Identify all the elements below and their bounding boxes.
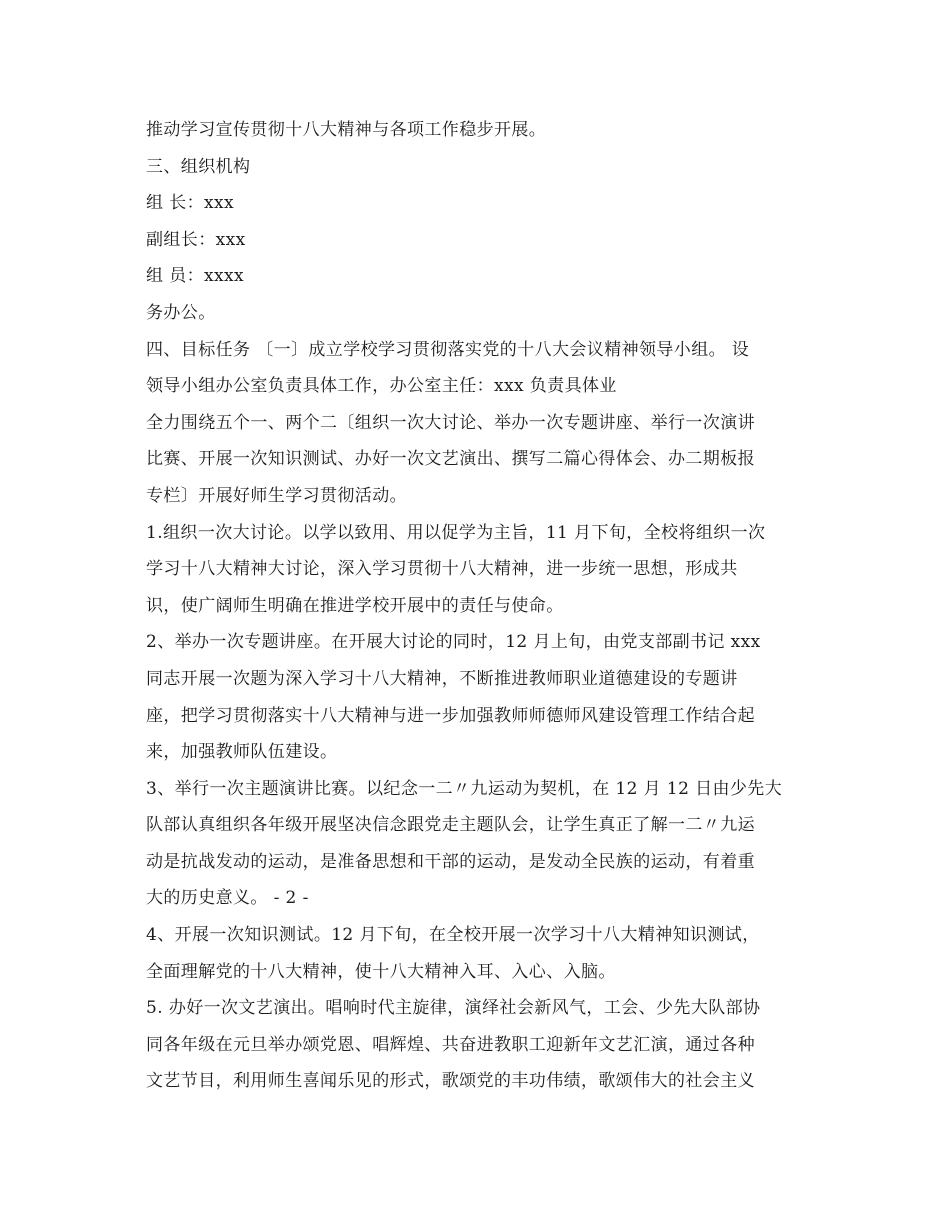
text-line: 学习十八大精神大讨论，深入学习贯彻十八大精神，进一步统一思想，形成共 bbox=[146, 559, 738, 580]
text-line: 队部认真组织各年级开展坚决信念跟党走主题队会，让学生真正了解一二〃九运 bbox=[146, 815, 755, 836]
text-line: 组 员：xxxx bbox=[146, 266, 244, 287]
text-line: 识，使广阔师生明确在推进学校开展中的责任与使命。 bbox=[146, 595, 564, 616]
section-heading: 四、目标任务 〔一〕成立学校学习贯彻落实党的十八大会议精神领导小组。 设 bbox=[146, 339, 750, 360]
text-line: 4、开展一次知识测试。12 月下旬，在全校开展一次学习十八大精神知识测试， bbox=[146, 925, 760, 946]
text-line: 动是抗战发动的运动，是准备思想和干部的运动，是发动全民族的运动，有着重 bbox=[146, 851, 755, 872]
text-line: 全面理解党的十八大精神，使十八大精神入耳、入心、入脑。 bbox=[146, 961, 616, 982]
text-line: 3、举行一次主题演讲比赛。以纪念一二〃九运动为契机，在 12 月 12 日由少先大 bbox=[146, 778, 783, 799]
text-line: 专栏〕开展好师生学习贯彻活动。 bbox=[146, 485, 407, 506]
section-heading: 三、组织机构 bbox=[146, 156, 251, 177]
text-line: 同各年级在元旦举办颂党恩、唱辉煌、共奋进教职工迎新年文艺汇演，通过各种 bbox=[146, 1034, 755, 1055]
text-line: 来，加强教师队伍建设。 bbox=[146, 742, 338, 763]
text-line: 座，把学习贯彻落实十八大精神与进一步加强教师师德师风建设管理工作结合起 bbox=[146, 705, 755, 726]
text-line: 文艺节目，利用师生喜闻乐见的形式，歌颂党的丰功伟绩，歌颂伟大的社会主义 bbox=[146, 1071, 755, 1092]
text-line: 组 长：xxx bbox=[146, 193, 234, 214]
text-line: 5. 办好一次文艺演出。唱响时代主旋律，演绎社会新风气，工会、少先大队部协 bbox=[146, 998, 761, 1019]
text-line: 同志开展一次题为深入学习十八大精神，不断推进教师职业道德建设的专题讲 bbox=[146, 668, 738, 689]
text-line: 全力围绕五个一、两个二〔组织一次大讨论、举办一次专题讲座、举行一次演讲 bbox=[146, 412, 755, 433]
text-line: 大的历史意义。 - 2 - bbox=[146, 888, 309, 909]
text-line: 领导小组办公室负责具体工作，办公室主任：xxx 负责具体业 bbox=[146, 376, 617, 397]
text-line: 比赛、开展一次知识测试、办好一次文艺演出、撰写二篇心得体会、办二期板报 bbox=[146, 449, 755, 470]
text-line: 务办公。 bbox=[146, 302, 216, 323]
text-line: 1.组织一次大讨论。以学以致用、用以促学为主旨，11 月下旬，全校将组织一次 bbox=[146, 522, 766, 543]
text-line: 2、举办一次专题讲座。在开展大讨论的同时，12 月上旬，由党支部副书记 xxx bbox=[146, 632, 761, 653]
document-body bbox=[146, 112, 816, 1100]
text-line: 副组长：xxx bbox=[146, 229, 246, 250]
text-line: 推动学习宣传贯彻十八大精神与各项工作稳步开展。 bbox=[146, 120, 547, 140]
